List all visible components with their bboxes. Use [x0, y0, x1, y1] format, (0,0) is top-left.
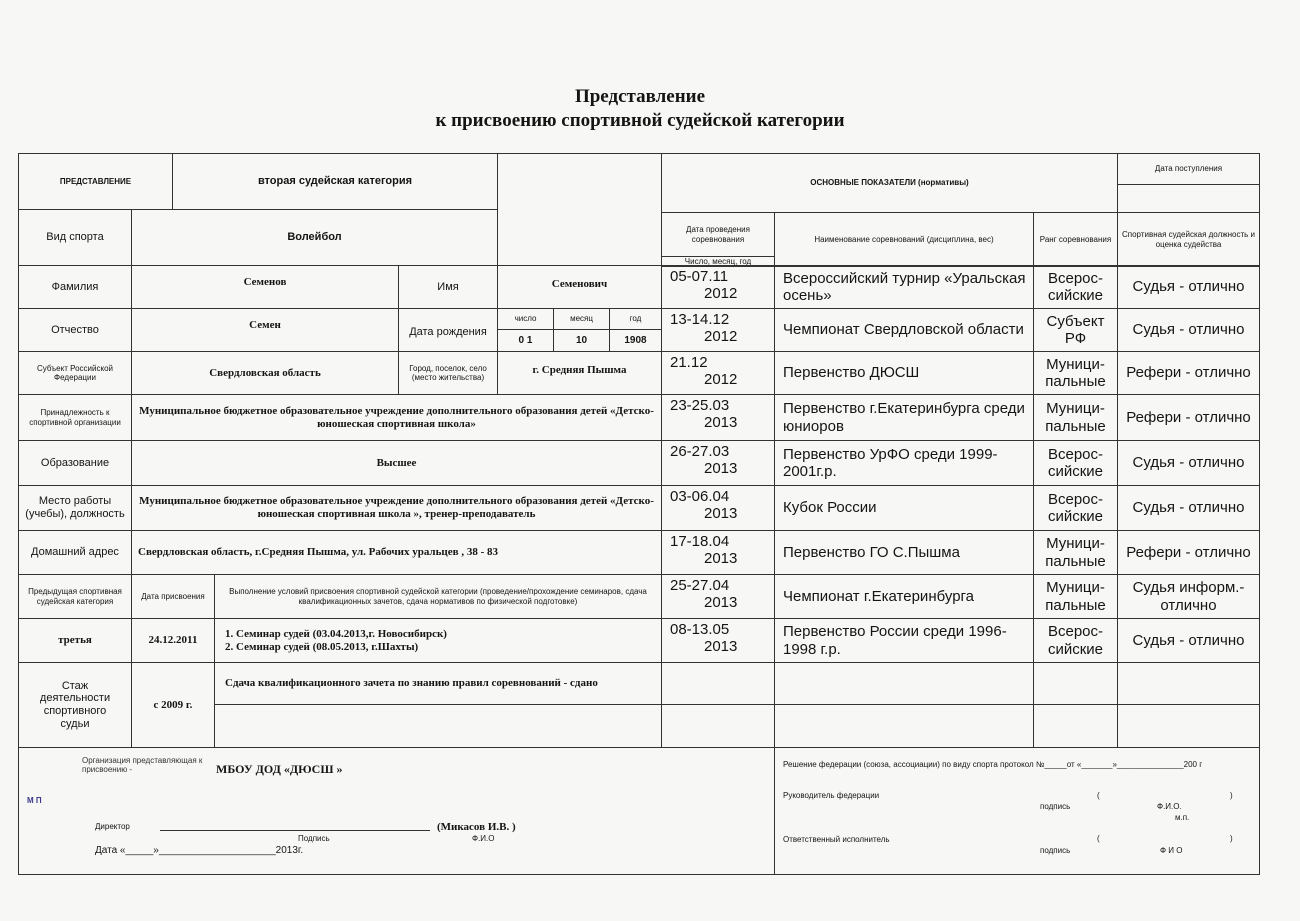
competition-date-days: 03-06.04	[670, 488, 730, 505]
blank-row-date	[661, 662, 775, 705]
competition-date-year: 2012	[704, 328, 738, 346]
subject-label: Субъект Российской Федерации	[18, 351, 132, 395]
competition-date-year: 2013	[704, 638, 738, 656]
rank-col-head: Ранг соревнования	[1033, 212, 1118, 267]
executor-paren-close: )	[1230, 834, 1233, 843]
competition-rank: Субъект РФ	[1033, 308, 1118, 352]
experience-label: Стаж деятельности спортивного судьи	[18, 662, 132, 748]
blank-header-box	[497, 153, 662, 266]
conditions-label: Выполнение условий присвоения спортивной судейской категории (проведение/прохождение семинаров, сдача квалификационных зачетов, сдача нормативов по физической подготовке)	[214, 574, 662, 619]
executor-paren-open: (	[1097, 834, 1100, 843]
competition-name: Первенство России среди 1996-1998 г.р.	[774, 618, 1034, 663]
org-present-label: Организация представляющая к присвоению -	[82, 756, 203, 774]
competition-role: Рефери - отлично	[1117, 530, 1260, 575]
competition-date-days: 17-18.04	[670, 533, 730, 550]
blank-row-rank	[1033, 662, 1118, 705]
title-line-2: к присвоению спортивной судейской категории	[435, 110, 845, 131]
role-col-head: Спортивная судейская должность и оценка судейства	[1117, 212, 1260, 267]
sport-value: Волейбол	[131, 209, 498, 266]
competition-date-year: 2013	[704, 414, 738, 432]
competition-rank: Муници-пальные	[1033, 574, 1118, 619]
blank-row2-rank	[1033, 704, 1118, 748]
seminars-cell	[214, 618, 662, 663]
mp-stamp: М П	[27, 796, 42, 805]
education-value: Высшее	[131, 440, 662, 486]
birth-month-value: 10	[553, 329, 610, 352]
receipt-date-box	[1117, 184, 1260, 213]
seminar-1: 1. Семинар судей (03.04.2013,г. Новосибирск)	[225, 627, 447, 640]
surname-label: Фамилия	[18, 265, 132, 309]
competition-date	[661, 574, 775, 619]
competition-rank: Всерос-сийские	[1033, 618, 1118, 663]
competition-name: Чемпионат Свердловской области	[774, 308, 1034, 352]
org-present-value: МБОУ ДОД «ДЮСШ »	[216, 762, 343, 776]
date-col-head: Дата проведения соревнования	[661, 212, 775, 257]
executor-label: Ответственный исполнитель	[783, 835, 890, 844]
patronymic-value: Семен	[131, 308, 399, 352]
education-label: Образование	[18, 440, 132, 486]
director-label: Директор	[95, 822, 130, 831]
competition-role: Рефери - отлично	[1117, 351, 1260, 395]
birth-day-value: 0 1	[497, 329, 554, 352]
date-label: Дата «_____»_____________________2013г.	[95, 845, 304, 856]
federation-sign-caption: подпись	[1040, 802, 1071, 811]
competition-date	[661, 485, 775, 531]
city-label: Город, поселок, село (место жительства)	[398, 351, 498, 395]
predstavlenie-label: ПРЕДСТАВЛЕНИЕ	[18, 153, 173, 210]
subject-value: Свердловская область	[131, 351, 399, 395]
assign-date-label: Дата присвоения	[131, 574, 215, 619]
blank-row2-date	[661, 704, 775, 748]
director-name: (Микасов И.В. )	[437, 821, 516, 833]
competition-date-year: 2013	[704, 505, 738, 523]
birth-label: Дата рождения	[398, 308, 498, 352]
org-value: Муниципальное бюджетное образовательное учреждение дополнительного образования детей «Детско-юношеская спортивная школа»	[131, 394, 662, 441]
competition-date-days: 26-27.03	[670, 443, 730, 460]
competition-role: Судья информ.-отлично	[1117, 574, 1260, 619]
patronymic-label: Отчество	[18, 308, 132, 352]
blank-row-name	[774, 662, 1034, 705]
competition-rank: Муници-пальные	[1033, 530, 1118, 575]
competition-date-days: 08-13.05	[670, 621, 730, 638]
competition-date	[661, 308, 775, 352]
footer-split	[774, 747, 775, 875]
competition-date-days: 13-14.12	[670, 311, 730, 328]
competition-role: Судья - отлично	[1117, 440, 1260, 486]
competition-date-days: 25-27.04	[670, 577, 730, 594]
competition-rank: Муници-пальные	[1033, 351, 1118, 395]
prev-cat-value: третья	[18, 618, 132, 663]
address-label: Домашний адрес	[18, 530, 132, 575]
competition-date-days: 21.12	[670, 354, 708, 371]
address-value: Свердловская область, г.Средняя Пышма, ул. Рабочих уральцев , 38 - 83	[131, 530, 662, 575]
executor-fio-caption: Ф И О	[1160, 846, 1183, 855]
competition-rank: Всерос-сийские	[1033, 265, 1118, 309]
federation-mp-caption: м.п.	[1175, 813, 1190, 822]
city-value: г. Средняя Пышма	[497, 351, 662, 395]
blank-row-role	[1117, 662, 1260, 705]
competition-date	[661, 351, 775, 395]
experience-value: с 2009 г.	[131, 662, 215, 748]
competition-role: Судья - отлично	[1117, 485, 1260, 531]
assign-date-value: 24.12.2011	[131, 618, 215, 663]
competition-rank: Муници-пальные	[1033, 394, 1118, 441]
blank-exam-row	[214, 704, 662, 748]
competition-name: Первенство УрФО среди 1999-2001г.р.	[774, 440, 1034, 486]
competition-name: Первенство ГО С.Пышма	[774, 530, 1034, 575]
birth-year-value: 1908	[609, 329, 662, 352]
competition-name: Первенство ДЮСШ	[774, 351, 1034, 395]
competition-date-year: 2012	[704, 285, 738, 303]
name-value: Семенович	[497, 265, 662, 309]
blank-row2-name	[774, 704, 1034, 748]
exam-value: Сдача квалификационного зачета по знанию правил соревнований - сдано	[214, 662, 662, 705]
receipt-date-label: Дата поступления	[1117, 153, 1260, 185]
competition-role: Судья - отлично	[1117, 265, 1260, 309]
director-fio-caption: Ф.И.О	[472, 834, 495, 843]
federation-fio-caption: Ф.И.О.	[1157, 802, 1182, 811]
footer-divider	[18, 747, 1260, 748]
competition-name: Первенство г.Екатеринбурга среди юниоров	[774, 394, 1034, 441]
competition-date-year: 2013	[704, 460, 738, 478]
competition-name: Чемпионат г.Екатеринбурга	[774, 574, 1034, 619]
federation-decision: Решение федерации (союза, ассоциации) по виду спорта протокол №_____от «_______»_______________200 г	[783, 760, 1203, 769]
work-value: Муниципальное бюджетное образовательное учреждение дополнительного образования детей «Детско-юношеская спортивная школа », тренер-преподаватель	[131, 485, 662, 531]
name-col-head: Наименование соревнований (дисциплина, вес)	[774, 212, 1034, 267]
competition-date	[661, 440, 775, 486]
birth-month-label: месяц	[553, 308, 610, 330]
federation-head-label: Руководитель федерации	[783, 791, 880, 800]
surname-value: Семенов	[131, 265, 399, 309]
main-indicators-label: ОСНОВНЫЕ ПОКАЗАТЕЛИ (нормативы)	[661, 153, 1118, 213]
birth-year-label: год	[609, 308, 662, 330]
prev-cat-label: Предыдущая спортивная судейская категория	[18, 574, 132, 619]
title-line-1: Представление	[574, 86, 706, 107]
federation-paren-close: )	[1230, 791, 1233, 800]
competition-date-days: 05-07.11	[670, 268, 729, 285]
director-sign-line	[160, 830, 430, 831]
competition-date-year: 2013	[704, 594, 738, 612]
federation-paren-open: (	[1097, 791, 1100, 800]
birth-day-label: число	[497, 308, 554, 330]
competition-role: Рефери - отлично	[1117, 394, 1260, 441]
category-value: вторая судейская категория	[172, 153, 498, 210]
date-col-subhead: Число, месяц, год	[661, 256, 775, 267]
name-label: Имя	[398, 265, 498, 309]
competition-date	[661, 618, 775, 663]
competition-rank: Всерос-сийские	[1033, 440, 1118, 486]
director-sign-caption: Подпись	[298, 834, 330, 843]
executor-sign-caption: подпись	[1040, 846, 1071, 855]
competition-date-days: 23-25.03	[670, 397, 730, 414]
seminar-2: 2. Семинар судей (08.05.2013, г.Шахты)	[225, 640, 419, 653]
competition-date-year: 2012	[704, 371, 738, 389]
competition-rank: Всерос-сийские	[1033, 485, 1118, 531]
competition-date	[661, 394, 775, 441]
competition-date	[661, 265, 775, 309]
work-label: Место работы (учебы), должность	[18, 485, 132, 531]
org-label: Принадлежность к спортивной организации	[18, 394, 132, 441]
blank-row2-role	[1117, 704, 1260, 748]
competition-name: Кубок России	[774, 485, 1034, 531]
sport-label: Вид спорта	[18, 209, 132, 266]
competition-role: Судья - отлично	[1117, 308, 1260, 352]
competition-role: Судья - отлично	[1117, 618, 1260, 663]
competition-date-year: 2013	[704, 550, 738, 568]
competition-name: Всероссийский турнир «Уральская осень»	[774, 265, 1034, 309]
competition-date	[661, 530, 775, 575]
